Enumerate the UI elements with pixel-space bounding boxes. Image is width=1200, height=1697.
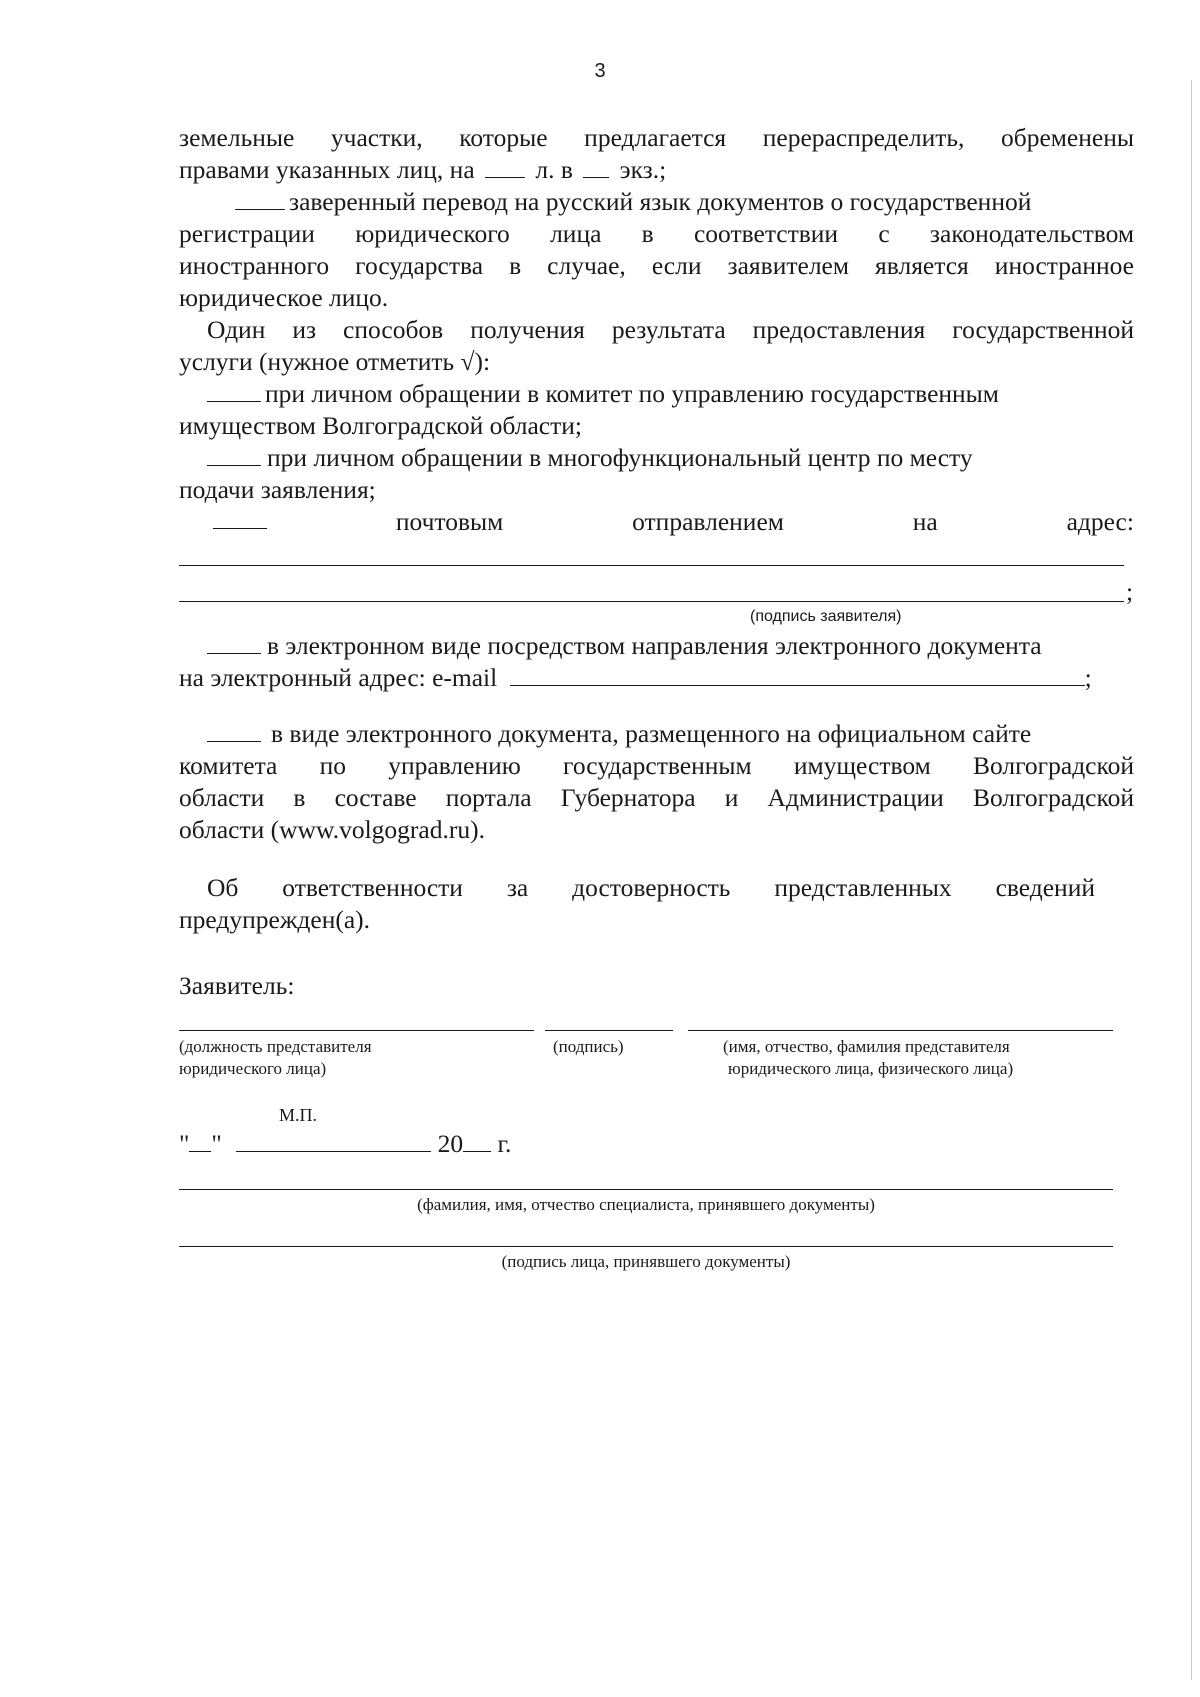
- option-postal-check[interactable]: [213, 506, 267, 529]
- applicant-signature-line[interactable]: [545, 1030, 673, 1031]
- p3-line-1: Один из способов получения результата предоставления государственной: [207, 315, 1134, 344]
- opt2-line-2: подачи заявления;: [179, 475, 376, 504]
- opt5-line-1-text: в виде электронного документа, размещенного на официальном сайте: [271, 719, 1032, 748]
- opt3-word-address: адрес:: [1066, 507, 1134, 536]
- postal-address-semicolon: ;: [1126, 577, 1134, 606]
- p2-line-2: регистрации юридического лица в соответствии с законодательством: [179, 219, 1134, 248]
- year-prefix: 20: [437, 1129, 464, 1158]
- sheets-count-blank[interactable]: [485, 155, 525, 178]
- p2-line-1: [179, 186, 1134, 218]
- opt3-word-sending: отправлением: [632, 507, 784, 536]
- date-quote-open: ": [179, 1129, 190, 1158]
- opt4-line-2: [179, 662, 1134, 694]
- opt5-line-2: комитета по управлению государственным имуществом Волгоградской: [179, 751, 1134, 780]
- p1-line-2-text-b: л. в: [535, 155, 573, 184]
- translation-check-blank[interactable]: [235, 187, 285, 210]
- responsibility-line-2: предупрежден(а).: [179, 905, 371, 934]
- p2-line-4: юридическое лицо.: [179, 283, 389, 312]
- p2-line-3: иностранного государства в случае, если заявителем является иностранное: [179, 251, 1134, 280]
- email-input-blank[interactable]: [510, 663, 1085, 686]
- option-email-check[interactable]: [207, 631, 261, 654]
- copies-count-blank[interactable]: [583, 155, 609, 178]
- day-blank[interactable]: [189, 1129, 211, 1152]
- opt1-line-1-text: при личном обращении в комитет по управлению государственным: [265, 379, 999, 408]
- scan-edge-line: [1191, 80, 1192, 1680]
- responsibility-line-1: Об ответственности за достоверность представленных сведений: [207, 873, 1095, 902]
- postal-address-line-1[interactable]: [179, 565, 1124, 566]
- applicant-signature-caption: (подпись заявителя): [750, 608, 902, 625]
- opt1-line-2: имуществом Волгоградской области;: [179, 411, 582, 440]
- specialist-signature-caption: (подпись лица, принявшего документы): [501, 1252, 791, 1271]
- year-blank[interactable]: [463, 1129, 491, 1152]
- p1-line-2-text-c: экз.;: [619, 155, 667, 184]
- caption-position-2: юридического лица): [179, 1059, 327, 1078]
- option-personal-committee-check[interactable]: [207, 379, 261, 402]
- opt2-line-1-text: при личном обращении в многофункциональный центр по месту: [267, 443, 973, 472]
- opt3-word-to: на: [912, 507, 938, 536]
- stamp-place-label: М.П.: [279, 1105, 318, 1125]
- p1-line-2-text-a: правами указанных лиц, на: [179, 155, 475, 184]
- postal-address-line-2[interactable]: [179, 601, 1124, 602]
- caption-signature: (подпись): [553, 1037, 624, 1056]
- caption-name-2: юридического лица, физического лица): [728, 1059, 1014, 1078]
- month-blank[interactable]: [236, 1129, 431, 1152]
- specialist-name-line[interactable]: [179, 1189, 1113, 1190]
- p1-line-1: земельные участки, которые предлагается перераспределить, обременены: [179, 123, 1134, 152]
- opt1-line-1: [179, 378, 1134, 410]
- applicant-position-line[interactable]: [179, 1030, 534, 1031]
- applicant-label: Заявитель:: [179, 971, 295, 1000]
- year-suffix: г.: [497, 1129, 512, 1158]
- p2-line-1-text: заверенный перевод на русский язык документов о государственной: [289, 187, 1032, 216]
- opt3-line-1: [179, 506, 1134, 538]
- caption-name-1: (имя, отчество, фамилия представителя: [723, 1037, 1010, 1056]
- opt5-line-3: области в составе портала Губернатора и Администрации Волгоградской: [179, 783, 1134, 812]
- opt5-line-4: области (www.volgograd.ru).: [179, 815, 485, 844]
- opt4-line-1: [179, 630, 1134, 662]
- specialist-name-caption: (фамилия, имя, отчество специалиста, принявшего документы): [417, 1195, 875, 1214]
- opt2-line-1: [179, 442, 1134, 474]
- email-semicolon: ;: [1084, 663, 1092, 692]
- opt4-line-2-text: на электронный адрес: e-mail: [179, 663, 498, 692]
- date-quote-close: ": [211, 1129, 222, 1158]
- applicant-name-line[interactable]: [688, 1030, 1113, 1031]
- p3-line-2: услуги (нужное отметить √):: [179, 347, 491, 376]
- opt5-line-1: [179, 718, 1134, 750]
- date-line: [179, 1128, 579, 1160]
- caption-position-1: (должность представителя: [179, 1037, 372, 1056]
- opt4-line-1-text: в электронном виде посредством направления электронного документа: [267, 631, 1042, 660]
- page-number: 3: [594, 60, 606, 82]
- option-website-check[interactable]: [207, 719, 261, 742]
- p1-line-2: [179, 154, 1134, 186]
- specialist-signature-line[interactable]: [179, 1246, 1113, 1247]
- opt3-word-postal: почтовым: [395, 507, 504, 536]
- option-personal-mfc-check[interactable]: [207, 443, 261, 466]
